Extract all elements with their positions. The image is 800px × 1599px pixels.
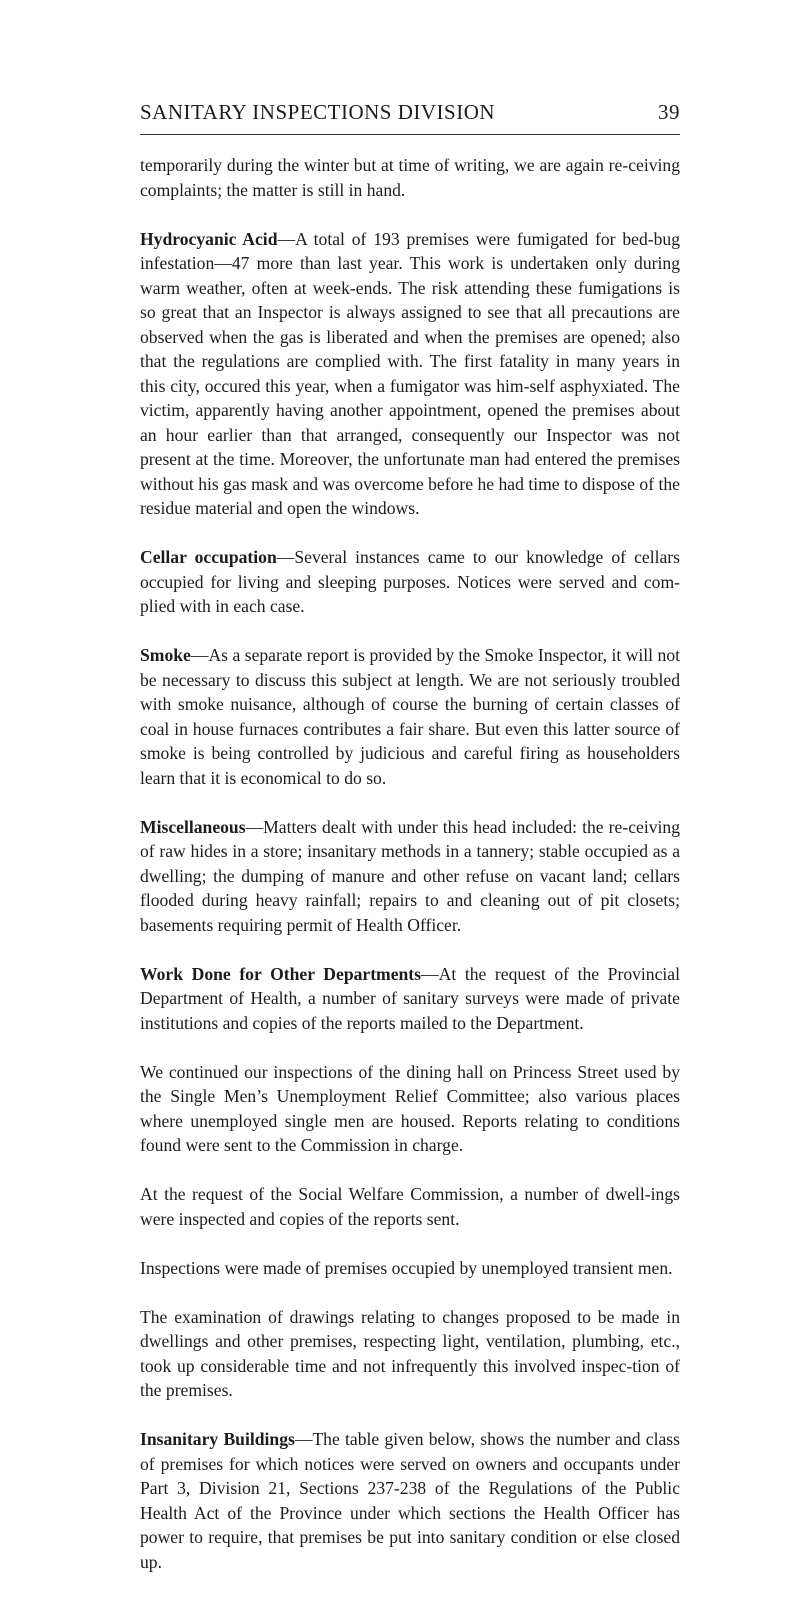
paragraph-continuation: temporarily during the winter but at time of writing, we are again re-ceiving complaints; the matter is still in hand. (140, 155, 680, 200)
paragraph-heading: Work Done for Other Departments (140, 963, 422, 984)
paragraph-heading: Insanitary Buildings (140, 1429, 295, 1449)
paragraph-dining-hall: We continued our inspections of the dining hall on Princess Street used by the Single Men’s Unemployment Relief Committee; also various places where unemployed single men are housed. Reports relating to conditions found were sent to the Commission in charge. (140, 1061, 680, 1155)
paragraph-miscellaneous: Miscellaneous—Matters dealt with under this head included: the re-ceiving of raw hides in a store; insanitary methods in a tannery; stable occupied as a dwelling; the dumping of manure and other refuse on vacant land; cellars flooded during heavy rainfall; repairs to and cleaning out of pit closets; basements requiring permit of Health Officer. (140, 816, 680, 935)
header-rule (140, 134, 680, 135)
page-number: 39 (658, 100, 680, 124)
paragraph-drawings: The examination of drawings relating to changes proposed to be made in dwellings and other premises, respecting light, ventilation, plumbing, etc., took up considerable time and not infrequently this involved inspec-tion of the premises. (140, 1306, 680, 1400)
body-text (140, 153, 680, 1599)
paragraph-hydrocyanic-acid: Hydrocyanic Acid—A total of 193 premises were fumigated for bed-bug infestation—47 more than last year. This work is undertaken only during warm weather, often at week-ends. The risk attending these fumigations is so great that an Inspector is always assigned to see that all precautions are observed when the gas is liberated and when the premises are opened; also that the regulations are complied with. The first fatality in many years in this city, occured this year, when a fumigator was him-self asphyxiated. The victim, apparently having another appointment, opened the premises about an hour earlier than that arranged, consequently our Inspector was not present at the time. Moreover, the unfortunate man had entered the premises without his gas mask and was overcome before he had time to dispose of the residue material and open the windows. (140, 228, 680, 518)
paragraph-heading: Cellar occupation (140, 547, 277, 567)
paragraph-social-welfare: At the request of the Social Welfare Commission, a number of dwell-ings were inspected and copies of the reports sent. (140, 1184, 680, 1229)
paragraph-heading: Miscellaneous (140, 816, 246, 837)
paragraph-heading: Smoke (140, 645, 191, 665)
paragraph-transient-men: Inspections were made of premises occupied by unemployed transient men. (140, 1257, 673, 1278)
page-header (140, 100, 680, 125)
paragraph-insanitary-buildings: Insanitary Buildings—The table given below, shows the number and class of premises for which notices were served on owners and occupants under Part 3, Division 21, Sections 237-238 of the Regulations of the Public Health Act of the Province under which sections the Health Officer has power to require, that premises be put into sanitary condition or else closed up. (140, 1429, 680, 1572)
running-title: SANITARY INSPECTIONS DIVISION (140, 100, 496, 124)
paragraph-smoke: Smoke—As a separate report is provided by the Smoke Inspector, it will not be necessary to discuss this subject at length. We are not seriously troubled with smoke nuisance, although of course the burning of certain classes of coal in house furnaces contributes a fair share. But even this latter source of smoke is being controlled by judicious and careful firing as householders learn that it is economical to do so. (140, 645, 680, 788)
paragraph-cellar-occupation: Cellar occupation—Several instances came to our knowledge of cellars occupied for living and sleeping purposes. Notices were served and com-plied with in each case. (140, 547, 680, 616)
paragraph-heading: Hydrocyanic Acid (140, 228, 278, 249)
paragraph-other-departments: Work Done for Other Departments—At the request of the Provincial Department of Health, a number of sanitary surveys were made of private institutions and copies of the reports mailed to the Department. (140, 963, 681, 1033)
